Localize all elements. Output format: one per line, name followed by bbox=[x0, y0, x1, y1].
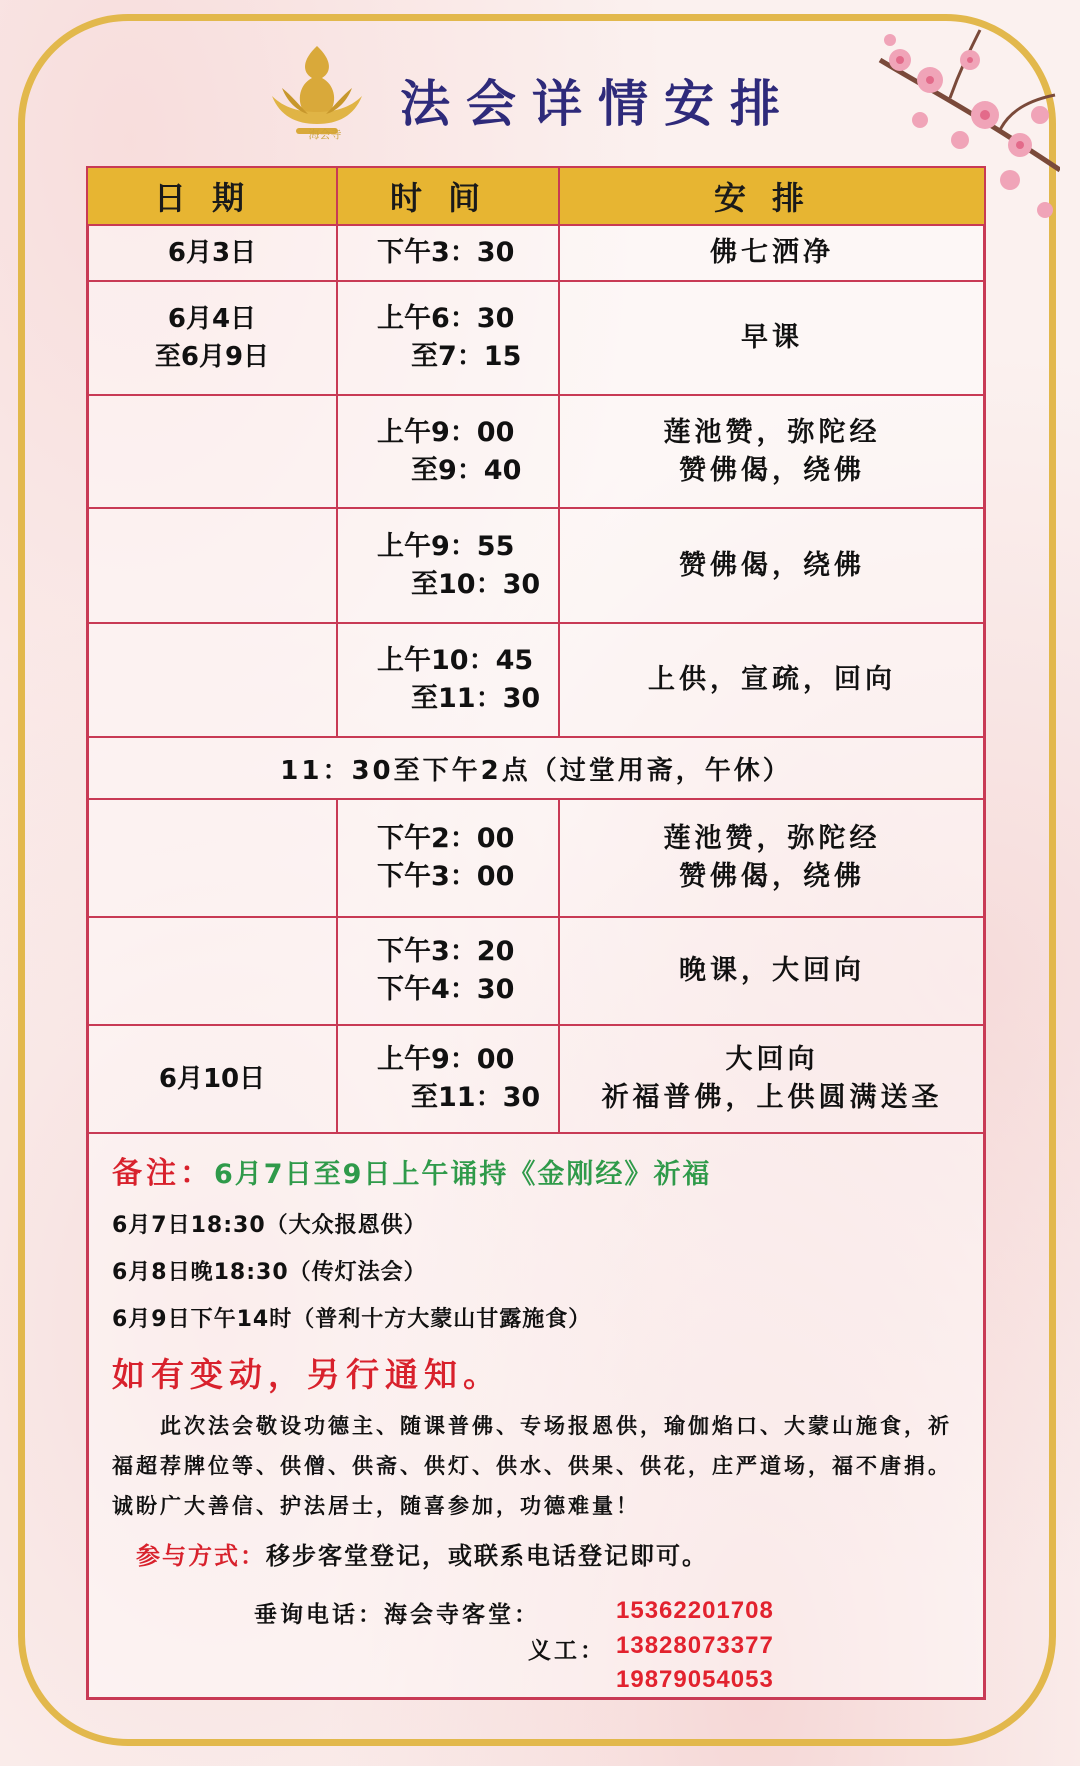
activity-cell: 晚课，大回向 bbox=[559, 917, 985, 1025]
participation-label: 参与方式： bbox=[136, 1542, 266, 1570]
table-row bbox=[87, 395, 985, 508]
date-cell: 6月4日 至6月9日 bbox=[87, 281, 337, 395]
note-item: 6月7日18:30（大众报恩供） bbox=[112, 1213, 427, 1238]
volunteer-label: 义工： bbox=[528, 1638, 606, 1664]
activity-cell: 莲池赞，弥陀经 赞佛偈，绕佛 bbox=[559, 395, 985, 508]
time-cell: 上午9：00 至11：30 bbox=[337, 1025, 559, 1133]
time-cell: 上午10：45 至11：30 bbox=[337, 623, 559, 737]
date-cell: 6月10日 bbox=[87, 1025, 337, 1133]
activity-cell: 莲池赞，弥陀经 赞佛偈，绕佛 bbox=[559, 799, 985, 917]
column-header-time: 时间 bbox=[337, 167, 559, 225]
time-cell: 上午9：00 至9：40 bbox=[337, 395, 559, 508]
notes-headline: 备注：6月7日至9日上午诵持《金刚经》祈福 bbox=[112, 1156, 712, 1191]
activity-cell: 佛七洒净 bbox=[559, 225, 985, 281]
table-row bbox=[87, 225, 985, 281]
schedule-table bbox=[86, 166, 986, 1134]
column-header-date: 日期 bbox=[87, 167, 337, 225]
date-cell: 6月3日 bbox=[87, 225, 337, 281]
table-row-break bbox=[87, 737, 985, 799]
note-item: 6月8日晚18:30（传灯法会） bbox=[112, 1260, 427, 1285]
notes-label: 备注： bbox=[112, 1156, 214, 1191]
phone-number[interactable]: 13828073377 bbox=[616, 1632, 774, 1659]
phone-number[interactable]: 15362201708 bbox=[616, 1597, 774, 1624]
table-row bbox=[87, 917, 985, 1025]
contact-label: 垂询电话：海会寺客堂： bbox=[254, 1602, 540, 1628]
time-cell: 下午3：20 下午4：30 bbox=[337, 917, 559, 1025]
change-notice: 如有变动，另行通知。 bbox=[112, 1355, 502, 1394]
date-cell bbox=[87, 917, 337, 1025]
participation-line: 参与方式：移步客堂登记，或联系电话登记即可。 bbox=[136, 1542, 708, 1570]
time-cell: 上午6：30 至7：15 bbox=[337, 281, 559, 395]
time-cell: 上午9：55 至10：30 bbox=[337, 508, 559, 623]
date-cell bbox=[87, 623, 337, 737]
activity-cell: 大回向 祈福普佛，上供圆满送圣 bbox=[559, 1025, 985, 1133]
logo-seal-text: 海会寺 bbox=[308, 128, 342, 141]
table-row bbox=[87, 623, 985, 737]
date-cell bbox=[87, 799, 337, 917]
table-row bbox=[87, 508, 985, 623]
time-cell: 下午2：00 下午3：00 bbox=[337, 799, 559, 917]
phone-number[interactable]: 19879054053 bbox=[616, 1666, 774, 1693]
page-title: 法会详情安排 bbox=[400, 74, 796, 133]
activity-cell: 赞佛偈，绕佛 bbox=[559, 508, 985, 623]
column-header-activity: 安排 bbox=[559, 167, 985, 225]
table-row bbox=[87, 281, 985, 395]
activity-cell: 上供，宣疏，回向 bbox=[559, 623, 985, 737]
date-cell bbox=[87, 508, 337, 623]
activity-cell: 早课 bbox=[559, 281, 985, 395]
notes-section bbox=[112, 1148, 972, 1571]
table-row bbox=[87, 799, 985, 917]
lunch-break-cell: 11：30至下午2点（过堂用斋，午休） bbox=[87, 737, 985, 799]
date-cell bbox=[87, 395, 337, 508]
table-row bbox=[87, 1025, 985, 1133]
offering-paragraph: 此次法会敬设功德主、随课普佛、专场报恩供，瑜伽焰口、大蒙山施食，祈福超荐牌位等、供僧、供斋、供灯、供水、供果、供花，庄严道场，福不唐捐。诚盼广大善信、护法居士，随喜参加，功德难量！ bbox=[112, 1414, 952, 1518]
time-cell: 下午3：30 bbox=[337, 225, 559, 281]
note-item: 6月9日下午14时（普利十方大蒙山甘露施食） bbox=[112, 1307, 592, 1332]
